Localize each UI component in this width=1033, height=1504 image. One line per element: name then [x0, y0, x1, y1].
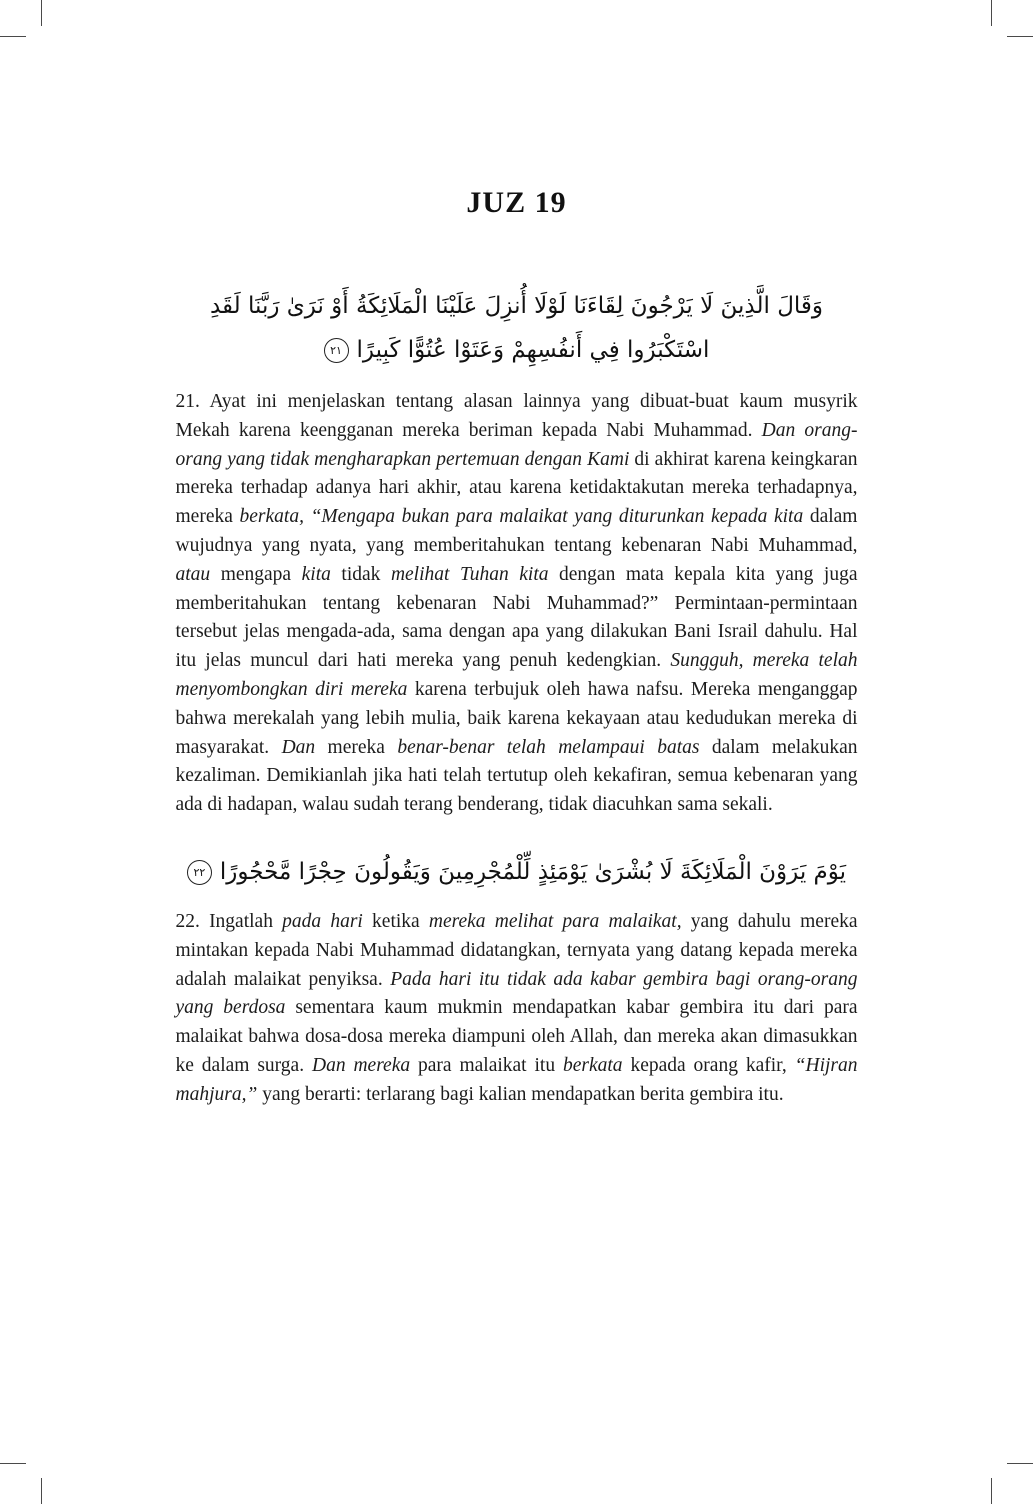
crop-mark-bottom-left-vertical: [41, 1478, 42, 1504]
tafsir-paragraph-22: 22. Ingatlah pada hari ketika mereka melihat para malaikat, yang dahulu mereka mintakan kepada Nabi Muhammad didatangkan, ternyata yang datang kepada mereka adalah malaikat penyiksa. Pada hari itu tidak ada kabar gembira bagi orang-orang yang berdosa sementara kaum mukmin mendapatkan kabar gembira itu dari para malaikat bahwa dosa-dosa mereka diampuni oleh Allah, dan mereka akan dimasukkan ke dalam surga. Dan mereka para malaikat itu berkata kepada orang kafir, “Hijran mahjura,” yang berarti: terlarang bagi kalian mendapatkan berita gembira itu.: [175, 910, 858, 1105]
crop-mark-top-left-horizontal: [0, 36, 26, 37]
arabic-verse-22-text: يَوْمَ يَرَوْنَ الْمَلَائِكَةَ لَا بُشْرَىٰ يَوْمَئِذٍ لِّلْمُجْرِمِينَ وَيَقُولُونَ حِجْرًا مَّحْجُورًا: [219, 858, 847, 885]
crop-mark-top-right-vertical: [991, 0, 992, 26]
crop-mark-bottom-right-horizontal: [1007, 1463, 1033, 1464]
crop-mark-top-right-horizontal: [1007, 36, 1033, 37]
page-content: [176, 0, 858, 1110]
crop-mark-bottom-left-horizontal: [0, 1463, 26, 1464]
arabic-verse-21: [176, 284, 858, 372]
page-title: JUZ 19: [466, 186, 567, 219]
crop-mark-bottom-right-vertical: [991, 1478, 992, 1504]
arabic-verse-21-text: وَقَالَ الَّذِينَ لَا يَرْجُونَ لِقَاءَنَا لَوْلَا أُنزِلَ عَلَيْنَا الْمَلَائِكَةُ أَوْ نَرَىٰ رَبَّنَا لَقَدِ اسْتَكْبَرُوا فِي أَنفُسِهِمْ وَعَتَوْا عُتُوًّا كَبِيرًا: [209, 293, 824, 363]
tafsir-paragraph-21: 21. Ayat ini menjelaskan tentang alasan lainnya yang dibuat-buat kaum musyrik Mekah karena keengganan mereka beriman kepada Nabi Muhammad. Dan orang-orang yang tidak mengharapkan pertemuan dengan Kami di akhirat karena keingkaran mereka terhadap adanya hari akhir, atau karena ketidaktakutan mereka terhadapnya, mereka berkata, “Mengapa bukan para malaikat yang diturunkan kepada kita dalam wujudnya yang nyata, yang memberitahukan tentang kebenaran Nabi Muhammad, atau mengapa kita tidak melihat Tuhan kita dengan mata kepala kita yang juga memberitahukan tentang kebenaran Nabi Muhammad?” Permintaan-permintaan tersebut jelas mengada-ada, sama dengan apa yang dilakukan Bani Israil dahulu. Hal itu jelas muncul dari hati mereka yang penuh kedengkian. Sungguh, mereka telah menyombongkan diri mereka karena terbujuk oleh hawa nafsu. Mereka menganggap bahwa merekalah yang lebih mulia, baik karena kekayaan atau kedudukan mereka di masyarakat. Dan mereka benar-benar telah melampaui batas dalam melakukan kezaliman. Demikianlah jika hati telah tertutup oleh kekafiran, semua kebenaran yang ada di hadapan, walau sudah terang benderang, tidak diacuhkan sama sekali.: [175, 391, 858, 816]
ayah-number-badge-21: ٢١: [324, 338, 349, 363]
ayah-number-badge-22: ٢٢: [187, 860, 212, 885]
crop-mark-top-left-vertical: [41, 0, 42, 26]
arabic-verse-22: [176, 850, 858, 894]
